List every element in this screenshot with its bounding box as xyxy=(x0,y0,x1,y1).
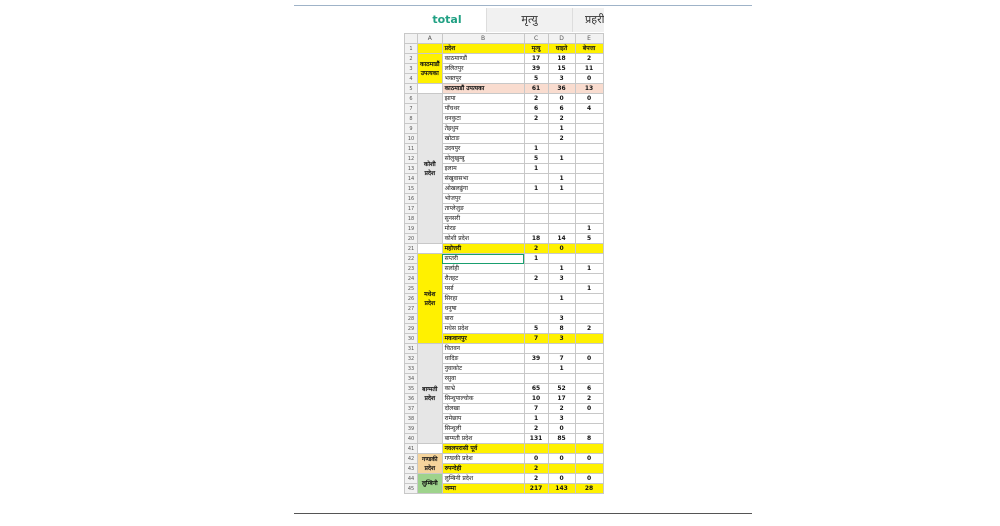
cell-injured[interactable]: 0 xyxy=(548,454,575,464)
cell-missing[interactable] xyxy=(575,254,603,264)
cell-injured[interactable]: 0 xyxy=(548,424,575,434)
cell-missing[interactable]: 5 xyxy=(575,234,603,244)
cell-missing[interactable] xyxy=(575,194,603,204)
cell-missing[interactable] xyxy=(575,164,603,174)
cell-district[interactable]: भोजपुर xyxy=(442,194,524,204)
row-number[interactable]: 24 xyxy=(405,274,418,284)
cell-deaths[interactable]: 1 xyxy=(524,164,548,174)
cell-district[interactable]: काभ्रे xyxy=(442,384,524,394)
cell-district[interactable]: रामेछाप xyxy=(442,414,524,424)
province-group-cell[interactable] xyxy=(418,444,443,454)
cell-district[interactable]: खोटाङ xyxy=(442,134,524,144)
tab-police[interactable]: प्रहरी xyxy=(572,8,604,32)
table-row xyxy=(405,244,604,254)
cell-deaths[interactable]: 1 xyxy=(524,414,548,424)
cell-district[interactable]: बारा xyxy=(442,314,524,324)
cell-injured[interactable]: 2 xyxy=(548,114,575,124)
cell-district[interactable]: तेह्रथुम xyxy=(442,124,524,134)
cell-deaths[interactable]: 5 xyxy=(524,74,548,84)
province-group-cell[interactable]: कोशी प्रदेश xyxy=(418,94,443,244)
cell-deaths[interactable] xyxy=(524,124,548,134)
cell-missing[interactable]: 2 xyxy=(575,54,603,64)
cell-injured[interactable] xyxy=(548,304,575,314)
row-number[interactable]: 23 xyxy=(405,264,418,274)
cell-missing[interactable] xyxy=(575,144,603,154)
table-row xyxy=(405,474,604,484)
cell-injured[interactable]: 36 xyxy=(548,84,575,94)
corner-cell[interactable] xyxy=(405,34,418,44)
cell-deaths[interactable]: 5 xyxy=(524,154,548,164)
cell-district[interactable]: सुनसरी xyxy=(442,214,524,224)
cell-missing[interactable] xyxy=(575,184,603,194)
cell-district[interactable]: महोत्तरी xyxy=(442,244,524,254)
province-group-cell[interactable] xyxy=(418,244,443,254)
cell-injured[interactable]: 8 xyxy=(548,324,575,334)
cell-district[interactable]: नवलपरासी पूर्व xyxy=(442,444,524,454)
row-number[interactable]: 21 xyxy=(405,244,418,254)
cell-missing[interactable] xyxy=(575,444,603,454)
cell-injured[interactable]: 2 xyxy=(548,134,575,144)
cell-injured[interactable] xyxy=(548,464,575,474)
cell-missing[interactable] xyxy=(575,314,603,324)
spreadsheet[interactable] xyxy=(404,33,604,513)
cell-district[interactable]: झापा xyxy=(442,94,524,104)
cell-injured[interactable]: 1 xyxy=(548,124,575,134)
cell-missing[interactable]: 13 xyxy=(575,84,603,94)
row-number[interactable]: 38 xyxy=(405,414,418,424)
cell-injured[interactable]: 2 xyxy=(548,404,575,414)
row-number[interactable]: 20 xyxy=(405,234,418,244)
row-number[interactable]: 44 xyxy=(405,474,418,484)
row-number[interactable]: 13 xyxy=(405,164,418,174)
province-group-cell[interactable]: बाग्मती प्रदेश xyxy=(418,344,443,444)
table-header-row xyxy=(405,44,604,54)
cell-deaths[interactable] xyxy=(524,204,548,214)
cell-injured[interactable] xyxy=(548,214,575,224)
cell-deaths[interactable] xyxy=(524,174,548,184)
cell-injured[interactable] xyxy=(548,144,575,154)
column-header-e[interactable]: E xyxy=(575,34,603,44)
row-number[interactable]: 34 xyxy=(405,374,418,384)
cell-district[interactable]: उदयपुर xyxy=(442,144,524,154)
cell-deaths[interactable]: 131 xyxy=(524,434,548,444)
row-number[interactable]: 29 xyxy=(405,324,418,334)
cell-district[interactable]: गण्डकी प्रदेश xyxy=(442,454,524,464)
cell-district[interactable]: रुपन्देही xyxy=(442,464,524,474)
cell-deaths[interactable]: 17 xyxy=(524,54,548,64)
cell-missing[interactable]: 2 xyxy=(575,324,603,334)
cell-district[interactable]: काठमाडौं उपत्यका xyxy=(442,84,524,94)
cell-injured[interactable]: 1 xyxy=(548,184,575,194)
bottom-divider xyxy=(294,513,752,514)
tab-deaths[interactable]: मृत्यु xyxy=(486,8,572,32)
cell-deaths[interactable]: 18 xyxy=(524,234,548,244)
cell-missing[interactable] xyxy=(575,414,603,424)
row-number[interactable]: 39 xyxy=(405,424,418,434)
cell-missing[interactable] xyxy=(575,334,603,344)
cell-missing[interactable] xyxy=(575,114,603,124)
cell-district[interactable]: इलाम xyxy=(442,164,524,174)
cell-deaths[interactable]: 0 xyxy=(524,454,548,464)
cell-missing[interactable] xyxy=(575,204,603,214)
province-group-cell[interactable]: काठमाडौं उपत्यका xyxy=(418,54,443,84)
cell-injured-header[interactable]: घाइते xyxy=(548,44,575,54)
sheet-tabs xyxy=(408,8,604,32)
row-number[interactable]: 28 xyxy=(405,314,418,324)
cell-missing[interactable]: 1 xyxy=(575,264,603,274)
cell-injured[interactable]: 143 xyxy=(548,484,575,494)
cell-deaths[interactable]: 39 xyxy=(524,64,548,74)
cell-injured[interactable]: 1 xyxy=(548,174,575,184)
cell-district[interactable]: सिन्धुपाल्चोक xyxy=(442,394,524,404)
row-number[interactable]: 4 xyxy=(405,74,418,84)
province-group-cell[interactable] xyxy=(418,84,443,94)
cell-injured[interactable]: 18 xyxy=(548,54,575,64)
cell-missing-header[interactable]: बेपत्ता xyxy=(575,44,603,54)
cell-district[interactable]: धनुषा xyxy=(442,304,524,314)
cell-deaths[interactable] xyxy=(524,444,548,454)
cell-injured[interactable]: 85 xyxy=(548,434,575,444)
row-number[interactable]: 37 xyxy=(405,404,418,414)
cell-deaths[interactable]: 1 xyxy=(524,254,548,264)
row-number[interactable]: 1 xyxy=(405,44,418,54)
cell-injured[interactable]: 1 xyxy=(548,154,575,164)
cell-injured[interactable] xyxy=(548,444,575,454)
row-number[interactable]: 6 xyxy=(405,94,418,104)
cell-district[interactable]: धादिङ xyxy=(442,354,524,364)
column-header-row xyxy=(405,34,604,44)
cell-missing[interactable] xyxy=(575,344,603,354)
row-number[interactable]: 9 xyxy=(405,124,418,134)
cell-missing[interactable]: 0 xyxy=(575,94,603,104)
row-number[interactable]: 27 xyxy=(405,304,418,314)
cell-deaths[interactable]: 2 xyxy=(524,464,548,474)
cell[interactable] xyxy=(418,44,443,54)
row-number[interactable]: 2 xyxy=(405,54,418,64)
cell-deaths[interactable]: 7 xyxy=(524,334,548,344)
cell-deaths[interactable] xyxy=(524,194,548,204)
row-number[interactable]: 26 xyxy=(405,294,418,304)
cell-deaths[interactable] xyxy=(524,264,548,274)
cell-injured[interactable] xyxy=(548,194,575,204)
cell-injured[interactable]: 3 xyxy=(548,274,575,284)
cell-deaths[interactable] xyxy=(524,374,548,384)
row-number[interactable]: 14 xyxy=(405,174,418,184)
cell-injured[interactable] xyxy=(548,164,575,174)
cell-deaths[interactable]: 2 xyxy=(524,244,548,254)
row-number[interactable]: 41 xyxy=(405,444,418,454)
cell-injured[interactable]: 15 xyxy=(548,64,575,74)
cell-deaths[interactable] xyxy=(524,134,548,144)
row-number[interactable]: 17 xyxy=(405,204,418,214)
cell-deaths[interactable]: 2 xyxy=(524,474,548,484)
cell-deaths[interactable]: 6 xyxy=(524,104,548,114)
cell-missing[interactable]: 1 xyxy=(575,224,603,234)
table-row xyxy=(405,94,604,104)
cell-injured[interactable]: 1 xyxy=(548,364,575,374)
cell-district[interactable]: सोलुखुम्बु xyxy=(442,154,524,164)
cell-deaths-header[interactable]: मृत्यु xyxy=(524,44,548,54)
cell-missing[interactable]: 0 xyxy=(575,354,603,364)
cell-missing[interactable]: 11 xyxy=(575,64,603,74)
cell-deaths[interactable]: 2 xyxy=(524,94,548,104)
cell-district[interactable]: लुम्बिनी प्रदेश xyxy=(442,474,524,484)
cell-missing[interactable]: 8 xyxy=(575,434,603,444)
cell-injured[interactable]: 52 xyxy=(548,384,575,394)
cell-missing[interactable] xyxy=(575,214,603,224)
row-number[interactable]: 10 xyxy=(405,134,418,144)
cell-injured[interactable]: 0 xyxy=(548,244,575,254)
table-row xyxy=(405,444,604,454)
cell-district[interactable]: जम्मा xyxy=(442,484,524,494)
cell-district[interactable]: ललितपुर xyxy=(442,64,524,74)
cell-injured[interactable] xyxy=(548,204,575,214)
row-number[interactable]: 18 xyxy=(405,214,418,224)
cell-deaths[interactable]: 5 xyxy=(524,324,548,334)
cell-district[interactable]: सिरहा xyxy=(442,294,524,304)
cell-deaths[interactable] xyxy=(524,344,548,354)
cell-district[interactable]: दोलखा xyxy=(442,404,524,414)
column-header-d[interactable]: D xyxy=(548,34,575,44)
cell-injured[interactable]: 1 xyxy=(548,264,575,274)
cell-district[interactable]: मकवानपुर xyxy=(442,334,524,344)
row-number[interactable]: 42 xyxy=(405,454,418,464)
table-row xyxy=(405,254,604,264)
cell-missing[interactable]: 6 xyxy=(575,384,603,394)
row-number[interactable]: 11 xyxy=(405,144,418,154)
cell-district[interactable]: ओखलढुंगा xyxy=(442,184,524,194)
row-number[interactable]: 40 xyxy=(405,434,418,444)
cell-injured[interactable]: 17 xyxy=(548,394,575,404)
row-number[interactable]: 16 xyxy=(405,194,418,204)
cell-deaths[interactable]: 61 xyxy=(524,84,548,94)
cell-district[interactable]: चितवन xyxy=(442,344,524,354)
cell-injured[interactable]: 3 xyxy=(548,314,575,324)
cell-district[interactable]: नुवाकोट xyxy=(442,364,524,374)
cell-deaths[interactable]: 1 xyxy=(524,184,548,194)
data-grid xyxy=(404,33,604,494)
row-number[interactable]: 5 xyxy=(405,84,418,94)
province-group-cell[interactable]: गण्डकी प्रदेश xyxy=(418,454,443,474)
cell-missing[interactable] xyxy=(575,174,603,184)
cell-deaths[interactable]: 2 xyxy=(524,114,548,124)
cell-deaths[interactable]: 2 xyxy=(524,424,548,434)
cell-injured[interactable] xyxy=(548,284,575,294)
row-number[interactable]: 3 xyxy=(405,64,418,74)
province-group-cell[interactable]: लुम्बिनी xyxy=(418,474,443,494)
cell-district[interactable]: ताप्लेजुङ xyxy=(442,204,524,214)
table-row xyxy=(405,54,604,64)
row-number[interactable]: 33 xyxy=(405,364,418,374)
cell-injured[interactable]: 1 xyxy=(548,294,575,304)
row-number[interactable]: 19 xyxy=(405,224,418,234)
cell-district[interactable]: सप्तरी xyxy=(442,254,524,264)
table-row xyxy=(405,84,604,94)
cell-injured[interactable] xyxy=(548,344,575,354)
top-divider xyxy=(294,5,752,6)
row-number[interactable]: 8 xyxy=(405,114,418,124)
cell-missing[interactable]: 28 xyxy=(575,484,603,494)
cell-deaths[interactable]: 10 xyxy=(524,394,548,404)
cell-deaths[interactable]: 7 xyxy=(524,404,548,414)
cell-missing[interactable] xyxy=(575,364,603,374)
cell-district[interactable]: कोशी प्रदेश xyxy=(442,234,524,244)
cell-missing[interactable] xyxy=(575,154,603,164)
row-number[interactable]: 45 xyxy=(405,484,418,494)
cell-injured[interactable]: 3 xyxy=(548,74,575,84)
cell-district[interactable]: काठमाण्डौं xyxy=(442,54,524,64)
row-number[interactable]: 35 xyxy=(405,384,418,394)
column-header-a[interactable]: A xyxy=(418,34,443,44)
row-number[interactable]: 36 xyxy=(405,394,418,404)
province-group-cell[interactable]: मधेश प्रदेश xyxy=(418,254,443,344)
row-number[interactable]: 7 xyxy=(405,104,418,114)
row-number[interactable]: 31 xyxy=(405,344,418,354)
cell-district[interactable]: पर्सा xyxy=(442,284,524,294)
cell-district[interactable]: संखुवासभा xyxy=(442,174,524,184)
cell-district[interactable]: पाँचथर xyxy=(442,104,524,114)
cell-injured[interactable]: 14 xyxy=(548,234,575,244)
cell-injured[interactable] xyxy=(548,374,575,384)
cell-missing[interactable] xyxy=(575,274,603,284)
cell-injured[interactable]: 0 xyxy=(548,474,575,484)
cell-district[interactable]: रौतहट xyxy=(442,274,524,284)
cell-missing[interactable]: 0 xyxy=(575,474,603,484)
cell-missing[interactable]: 0 xyxy=(575,454,603,464)
cell-missing[interactable] xyxy=(575,124,603,134)
cell-deaths[interactable]: 2 xyxy=(524,274,548,284)
table-row xyxy=(405,454,604,464)
cell-province-header[interactable]: प्रदेश xyxy=(442,44,524,54)
cell-missing[interactable]: 0 xyxy=(575,74,603,84)
row-number[interactable]: 43 xyxy=(405,464,418,474)
cell-missing[interactable] xyxy=(575,134,603,144)
cell-injured[interactable]: 0 xyxy=(548,94,575,104)
cell-missing[interactable] xyxy=(575,294,603,304)
cell-missing[interactable]: 1 xyxy=(575,284,603,294)
column-header-c[interactable]: C xyxy=(524,34,548,44)
cell-deaths[interactable] xyxy=(524,284,548,294)
cell-injured[interactable] xyxy=(548,224,575,234)
cell-district[interactable]: भक्तपुर xyxy=(442,74,524,84)
row-number[interactable]: 22 xyxy=(405,254,418,264)
cell-deaths[interactable]: 1 xyxy=(524,144,548,154)
table-row xyxy=(405,344,604,354)
cell-district[interactable]: मोरङ xyxy=(442,224,524,234)
cell-missing[interactable] xyxy=(575,244,603,254)
row-number[interactable]: 12 xyxy=(405,154,418,164)
cell-injured[interactable]: 7 xyxy=(548,354,575,364)
cell-deaths[interactable] xyxy=(524,294,548,304)
cell-deaths[interactable] xyxy=(524,224,548,234)
cell-missing[interactable]: 0 xyxy=(575,404,603,414)
cell-missing[interactable]: 2 xyxy=(575,394,603,404)
cell-district[interactable]: सर्लाही xyxy=(442,264,524,274)
cell-missing[interactable] xyxy=(575,424,603,434)
cell-deaths[interactable] xyxy=(524,214,548,224)
row-number[interactable]: 25 xyxy=(405,284,418,294)
cell-district[interactable]: धनकुटा xyxy=(442,114,524,124)
tab-total[interactable]: total xyxy=(408,8,486,32)
cell-district[interactable]: रसुवा xyxy=(442,374,524,384)
row-number[interactable]: 30 xyxy=(405,334,418,344)
cell-missing[interactable] xyxy=(575,464,603,474)
cell-injured[interactable] xyxy=(548,254,575,264)
cell-deaths[interactable] xyxy=(524,364,548,374)
cell-deaths[interactable]: 65 xyxy=(524,384,548,394)
cell-injured[interactable]: 3 xyxy=(548,414,575,424)
cell-deaths[interactable] xyxy=(524,314,548,324)
cell-deaths[interactable]: 39 xyxy=(524,354,548,364)
cell-missing[interactable]: 4 xyxy=(575,104,603,114)
row-number[interactable]: 32 xyxy=(405,354,418,364)
cell-deaths[interactable]: 217 xyxy=(524,484,548,494)
cell-injured[interactable]: 3 xyxy=(548,334,575,344)
cell-injured[interactable]: 6 xyxy=(548,104,575,114)
cell-missing[interactable] xyxy=(575,304,603,314)
cell-district[interactable]: मधेस प्रदेश xyxy=(442,324,524,334)
column-header-b[interactable]: B xyxy=(442,34,524,44)
row-number[interactable]: 15 xyxy=(405,184,418,194)
cell-district[interactable]: बाग्मती प्रदेश xyxy=(442,434,524,444)
cell-missing[interactable] xyxy=(575,374,603,384)
cell-deaths[interactable] xyxy=(524,304,548,314)
cell-district[interactable]: सिन्धुली xyxy=(442,424,524,434)
